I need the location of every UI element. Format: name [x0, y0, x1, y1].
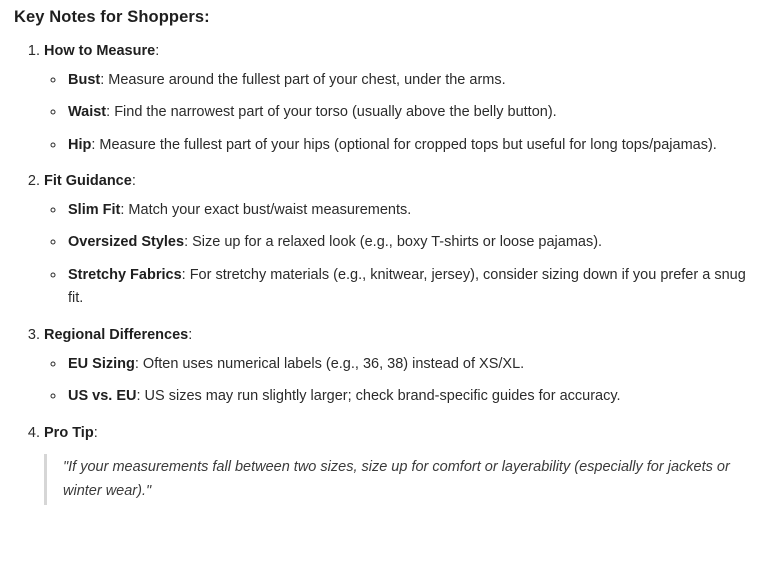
term-oversized-styles: Oversized Styles: [68, 234, 185, 251]
page-title: Key Notes for Shoppers:: [14, 8, 210, 26]
section-heading: [44, 423, 748, 445]
list-item: [66, 231, 748, 254]
term-slim-fit: Slim Fit: [68, 201, 121, 218]
term-eu-sizing: EU Sizing: [68, 355, 135, 372]
term-hip: Hip: [68, 136, 92, 153]
term-us-vs-eu: US vs. EU: [68, 388, 137, 405]
list-item: [66, 199, 748, 222]
list-item: [66, 69, 748, 92]
section-heading-suffix: :: [93, 424, 98, 441]
term-eu-sizing-text: : Often uses numerical labels (e.g., 36, 38) instead of XS/XL.: [134, 355, 525, 372]
sub-list-regional-differences: [44, 353, 748, 409]
sub-list-fit-guidance: [44, 199, 748, 311]
section-heading: [44, 41, 748, 63]
list-item: [66, 385, 748, 408]
notes-list: [14, 41, 748, 444]
section-heading-suffix: :: [188, 326, 193, 343]
term-waist: Waist: [68, 104, 107, 121]
list-item-fit-guidance: [44, 171, 748, 311]
section-heading-label: Fit Guidance: [44, 173, 132, 190]
list-item: [66, 264, 748, 311]
term-hip-text: : Measure the fullest part of your hips (optional for cropped tops but useful for long tops/pajamas).: [91, 136, 717, 153]
section-heading: [44, 171, 748, 193]
term-bust: Bust: [68, 71, 101, 88]
list-item-regional-differences: [44, 325, 748, 409]
term-waist-text: : Find the narrowest part of your torso (usually above the belly button).: [106, 104, 557, 121]
sub-list-how-to-measure: [44, 69, 748, 157]
term-stretchy-fabrics: Stretchy Fabrics: [68, 266, 182, 283]
list-item-how-to-measure: [44, 41, 748, 157]
section-heading-label: Pro Tip: [44, 424, 94, 441]
list-item: [66, 101, 748, 124]
term-us-vs-eu-text: : US sizes may run slightly larger; check brand-specific guides for accuracy.: [136, 388, 621, 405]
term-stretchy-fabrics-text: : For stretchy materials (e.g., knitwear, jersey), consider sizing down if you prefer a snug fit.: [68, 266, 746, 307]
pro-tip-quote: "If your measurements fall between two sizes, size up for comfort or layerability (especially for jackets or winter wear).": [44, 454, 748, 505]
section-heading-suffix: :: [131, 173, 136, 190]
section-heading-suffix: :: [155, 43, 160, 59]
section-heading-label: Regional Differences: [44, 326, 189, 343]
term-bust-text: : Measure around the fullest part of your chest, under the arms.: [100, 71, 506, 88]
list-item-pro-tip: [44, 423, 748, 445]
section-heading-label: How to Measure: [44, 43, 156, 59]
list-item: [66, 134, 748, 157]
section-heading: [44, 325, 748, 347]
list-item: [66, 353, 748, 376]
term-oversized-styles-text: : Size up for a relaxed look (e.g., boxy T-shirts or loose pajamas).: [184, 234, 603, 251]
term-slim-fit-text: : Match your exact bust/waist measurements.: [120, 201, 412, 218]
